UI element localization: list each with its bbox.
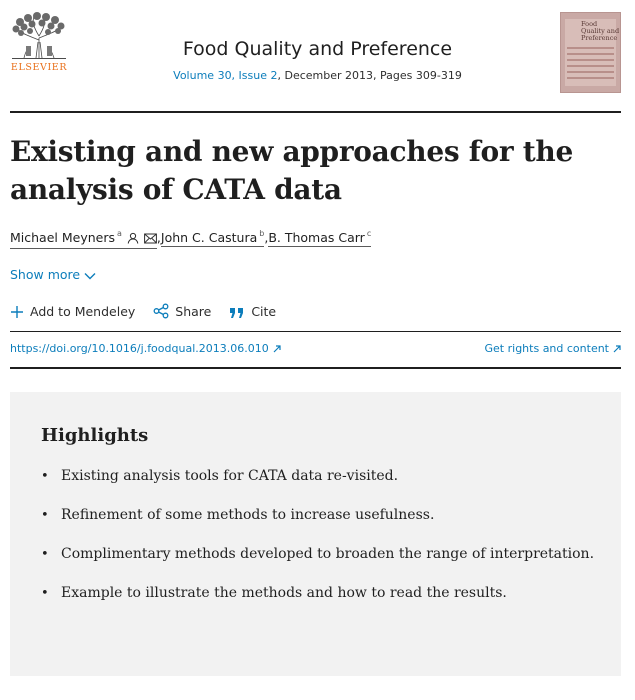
list-item: • Refinement of some methods to increase usefulness.: [41, 503, 601, 528]
link-row: [10, 342, 621, 360]
author-list: Michael Meyners $^a$ ,John C. Castura $^b$,B. Thomas Carr $^c$: [10, 229, 621, 249]
show-more-label: Show more: [10, 267, 81, 282]
list-item: • Complimentary methods developed to broaden the range of interpretation.: [41, 542, 601, 567]
author-link[interactable]: [10, 229, 157, 249]
article-title: Existing and new approaches for the analysis of CATA data: [10, 135, 573, 206]
person-icon: [127, 232, 139, 247]
chevron-down-icon: [84, 272, 96, 280]
author-affiliation: b: [259, 229, 265, 238]
share-label: Share: [175, 304, 212, 319]
divider: [10, 331, 621, 332]
doi-link[interactable]: [10, 342, 281, 355]
journal-cover-thumbnail[interactable]: [560, 12, 621, 93]
article-header: [0, 0, 635, 112]
share-icon: [153, 303, 169, 319]
elsevier-tree-icon: [10, 12, 68, 60]
cite-label: Cite: [251, 304, 277, 319]
divider: [10, 367, 621, 369]
author-link[interactable]: [268, 229, 371, 247]
issue-info: [130, 69, 505, 82]
publisher-wordmark: ELSEVIER: [10, 62, 68, 73]
plus-icon: [10, 305, 24, 319]
external-link-icon: [613, 345, 621, 353]
divider: [10, 111, 621, 113]
journal-title[interactable]: Food Quality and Preference: [182, 38, 453, 60]
highlights-list: [41, 464, 601, 620]
article-actions: [10, 303, 290, 323]
share-button[interactable]: [153, 303, 211, 319]
elsevier-logo[interactable]: [10, 12, 68, 74]
author-name: B. Thomas Carr: [268, 230, 365, 245]
author-link[interactable]: [161, 229, 264, 247]
author-affiliation: a: [117, 229, 122, 238]
cite-button[interactable]: [229, 304, 276, 319]
list-item: • Example to illustrate the methods and how to read the results.: [41, 581, 601, 606]
author-affiliation: c: [366, 229, 372, 238]
mail-icon: [144, 232, 157, 247]
list-item: • Existing analysis tools for CATA data re-visited.: [41, 464, 601, 489]
rights-text: Get rights and content: [484, 342, 609, 355]
highlights-section: [10, 392, 621, 676]
highlights-heading: Highlights: [41, 425, 149, 446]
add-to-mendeley-button[interactable]: [10, 304, 135, 319]
external-link-icon: [273, 345, 281, 353]
cover-title: Food Quality and Preference: [581, 20, 620, 42]
rights-and-content-link[interactable]: [485, 342, 621, 355]
issue-link[interactable]: Volume 30, Issue 2: [173, 69, 278, 82]
show-more-button[interactable]: [10, 267, 96, 282]
author-name: John C. Castura: [160, 230, 258, 245]
quote-icon: [229, 307, 245, 319]
cover-decoration: [567, 47, 614, 83]
doi-text: https://doi.org/10.1016/j.foodqual.2013.06.010: [10, 342, 269, 355]
author-name: Michael Meyners: [10, 230, 115, 245]
mendeley-label: Add to Mendeley: [30, 304, 136, 319]
issue-date-pages: , December 2013, Pages 309-319: [277, 69, 462, 82]
